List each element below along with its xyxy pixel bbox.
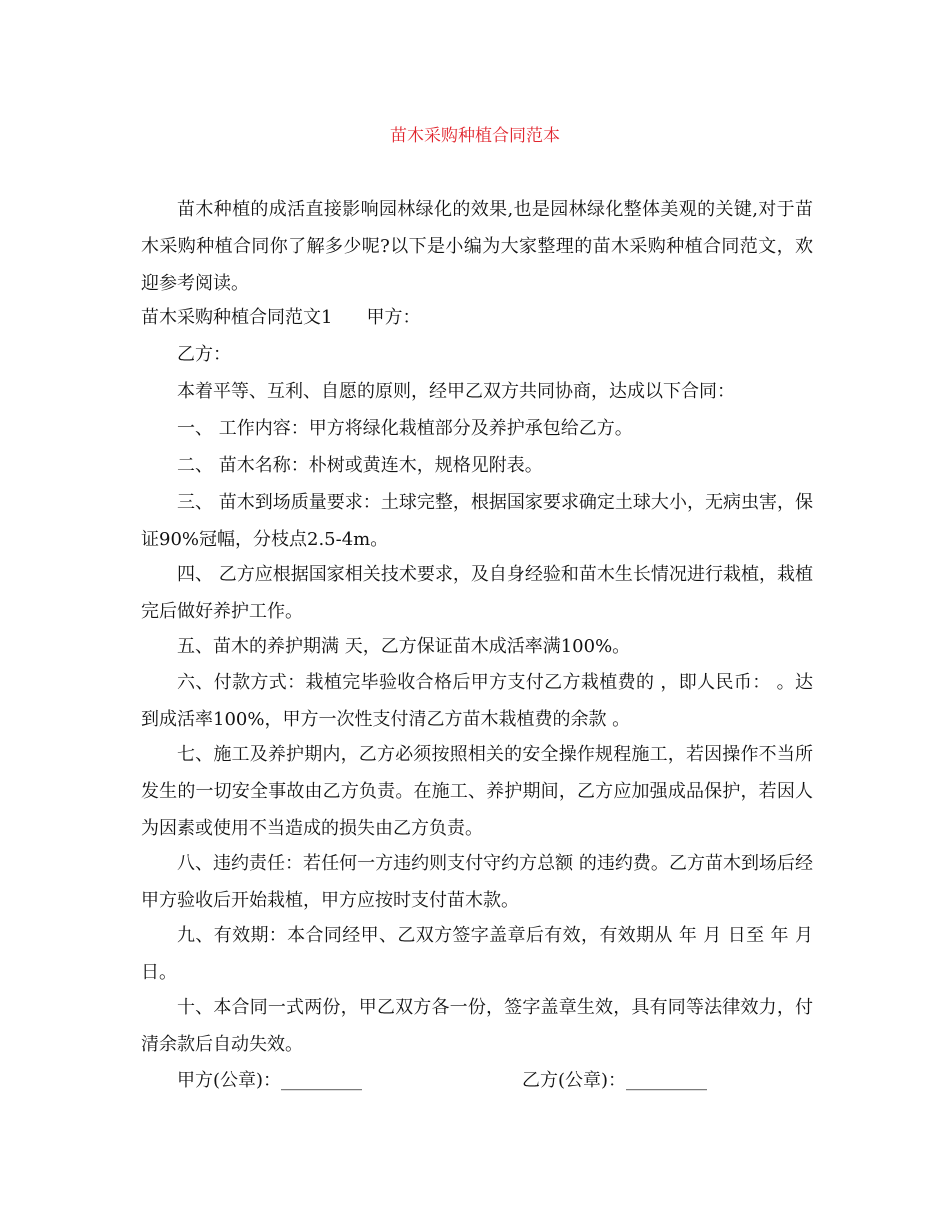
clause-8: 八、违约责任：若任何一方违约则支付守约方总额 的违约费。乙方苗木到场后经甲方验收后开始栽植，甲方应按时支付苗木款。 xyxy=(141,853,813,911)
contract-heading-line xyxy=(141,305,420,331)
clause-4: 四、 乙方应根据国家相关技术要求，及自身经验和苗木生长情况进行栽植，栽植完后做好养护工作。 xyxy=(141,564,813,622)
clause-7: 七、施工及养护期内，乙方必须按照相关的安全操作规程施工，若因操作不当所发生的一切安全事故由乙方负责。在施工、养护期间，乙方应加强成品保护，若因人为因素或使用不当造成的损失由乙方负责。 xyxy=(141,744,813,839)
clause-1: 一、 工作内容：甲方将绿化栽植部分及养护承包给乙方。 xyxy=(177,418,633,439)
preamble-paragraph: 本着平等、互利、自愿的原则，经甲乙双方共同协商，达成以下合同： xyxy=(177,381,735,402)
party-b-label: 乙方： xyxy=(177,344,231,365)
signature-party-a xyxy=(177,1068,363,1094)
signature-party-a-label: 甲方(公章)： xyxy=(177,1070,282,1091)
page-title: 苗木采购种植合同范本 xyxy=(390,126,560,146)
clause-6: 六、付款方式：栽植完毕验收合格后甲方支付乙方栽植费的 ，即人民币： 。达到成活率100%，甲方一次性支付清乙方苗木栽植费的余款 。 xyxy=(141,672,813,730)
contract-heading: 苗木采购种植合同范文1 xyxy=(141,307,333,328)
party-a-label: 甲方： xyxy=(366,307,421,328)
signature-party-b-label: 乙方(公章)： xyxy=(522,1070,627,1091)
clause-10: 十、本合同一式两份，甲乙双方各一份，签字盖章生效，具有同等法律效力，付清余款后自动失效。 xyxy=(141,997,813,1055)
signature-party-b xyxy=(522,1068,708,1094)
clause-2: 二、 苗木名称：朴树或黄连木，规格见附表。 xyxy=(177,455,543,476)
clause-3: 三、 苗木到场质量要求：土球完整，根据国家要求确定土球大小，无病虫害，保证90%冠幅，分枝点2.5-4m。 xyxy=(141,492,813,550)
signature-party-b-blank: _________ xyxy=(626,1070,708,1091)
signature-party-a-blank: _________ xyxy=(281,1070,363,1091)
clause-9: 九、有效期：本合同经甲、乙双方签字盖章后有效，有效期从 年 月 日至 年 月 日。 xyxy=(141,925,813,983)
clause-5: 五、苗木的养护期满 天，乙方保证苗木成活率满100%。 xyxy=(177,636,631,657)
intro-paragraph: 苗木种植的成活直接影响园林绿化的效果,也是园林绿化整体美观的关键,对于苗木采购种植合同你了解多少呢?以下是小编为大家整理的苗木采购种植合同范文，欢迎参考阅读。 xyxy=(141,199,813,294)
